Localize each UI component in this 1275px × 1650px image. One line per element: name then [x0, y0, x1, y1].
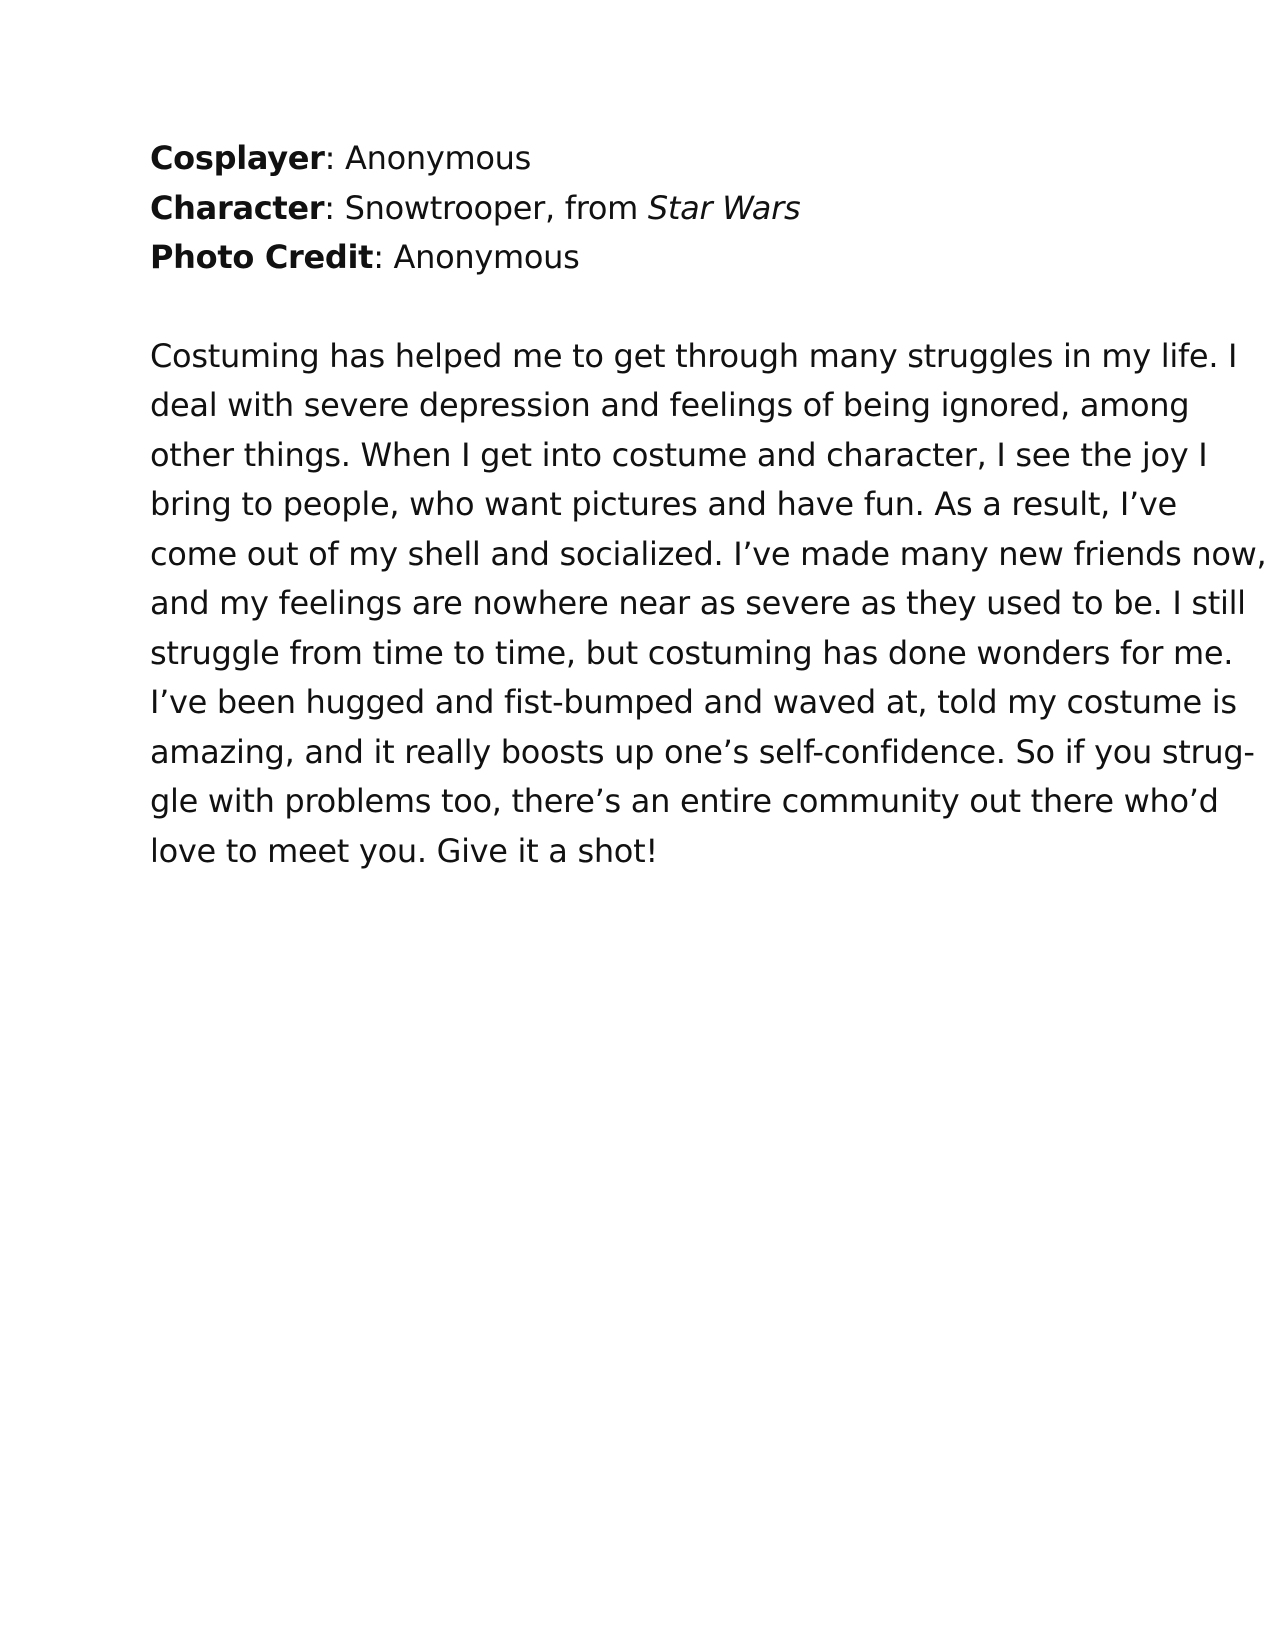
photo-credit-separator: : [373, 238, 394, 276]
story-line: struggle from time to time, but costuming has done wonders for me. [150, 633, 1234, 672]
story-line: and my feelings are nowhere near as severe as they used to be. I still [150, 584, 1246, 622]
character-value: Snowtrooper, from [344, 188, 648, 227]
photo-credit-value: Anonymous [393, 238, 580, 276]
photo-credit-label: Photo Credit [150, 238, 374, 276]
story-line: come out of my shell and socialized. I’ve made many new friends now, [150, 534, 1267, 573]
story-line: other things. When I get into costume and character, I see the joy I [150, 435, 1208, 474]
cosplayer-line [150, 134, 1150, 184]
story-line: bring to people, who want pictures and have fun. As a result, I’ve [150, 485, 1177, 523]
story-line: deal with severe depression and feelings of being ignored, among [150, 386, 1190, 424]
story-line: Costuming has helped me to get through many struggles in my life. I [150, 336, 1238, 375]
cosplayer-label: Cosplayer [150, 139, 325, 177]
story-line: I’ve been hugged and fist-bumped and waved at, told my costume is [150, 683, 1237, 721]
character-franchise: Star Wars [647, 188, 801, 227]
character-separator: : [324, 188, 345, 227]
photo-credit-line [150, 233, 1150, 283]
story-line: amazing, and it really boosts up one’s self-confidence. So if you strug- [150, 732, 1255, 771]
character-label: Character [150, 188, 325, 227]
cosplayer-separator: : [324, 139, 346, 177]
story-line: gle with problems too, there’s an entire community out there who’d [150, 782, 1219, 820]
cosplayer-value: Anonymous [345, 139, 531, 177]
story-paragraph [150, 332, 1267, 877]
story-line: love to meet you. Give it a shot! [150, 831, 658, 870]
character-line [150, 184, 1150, 234]
document-page [150, 134, 1267, 876]
